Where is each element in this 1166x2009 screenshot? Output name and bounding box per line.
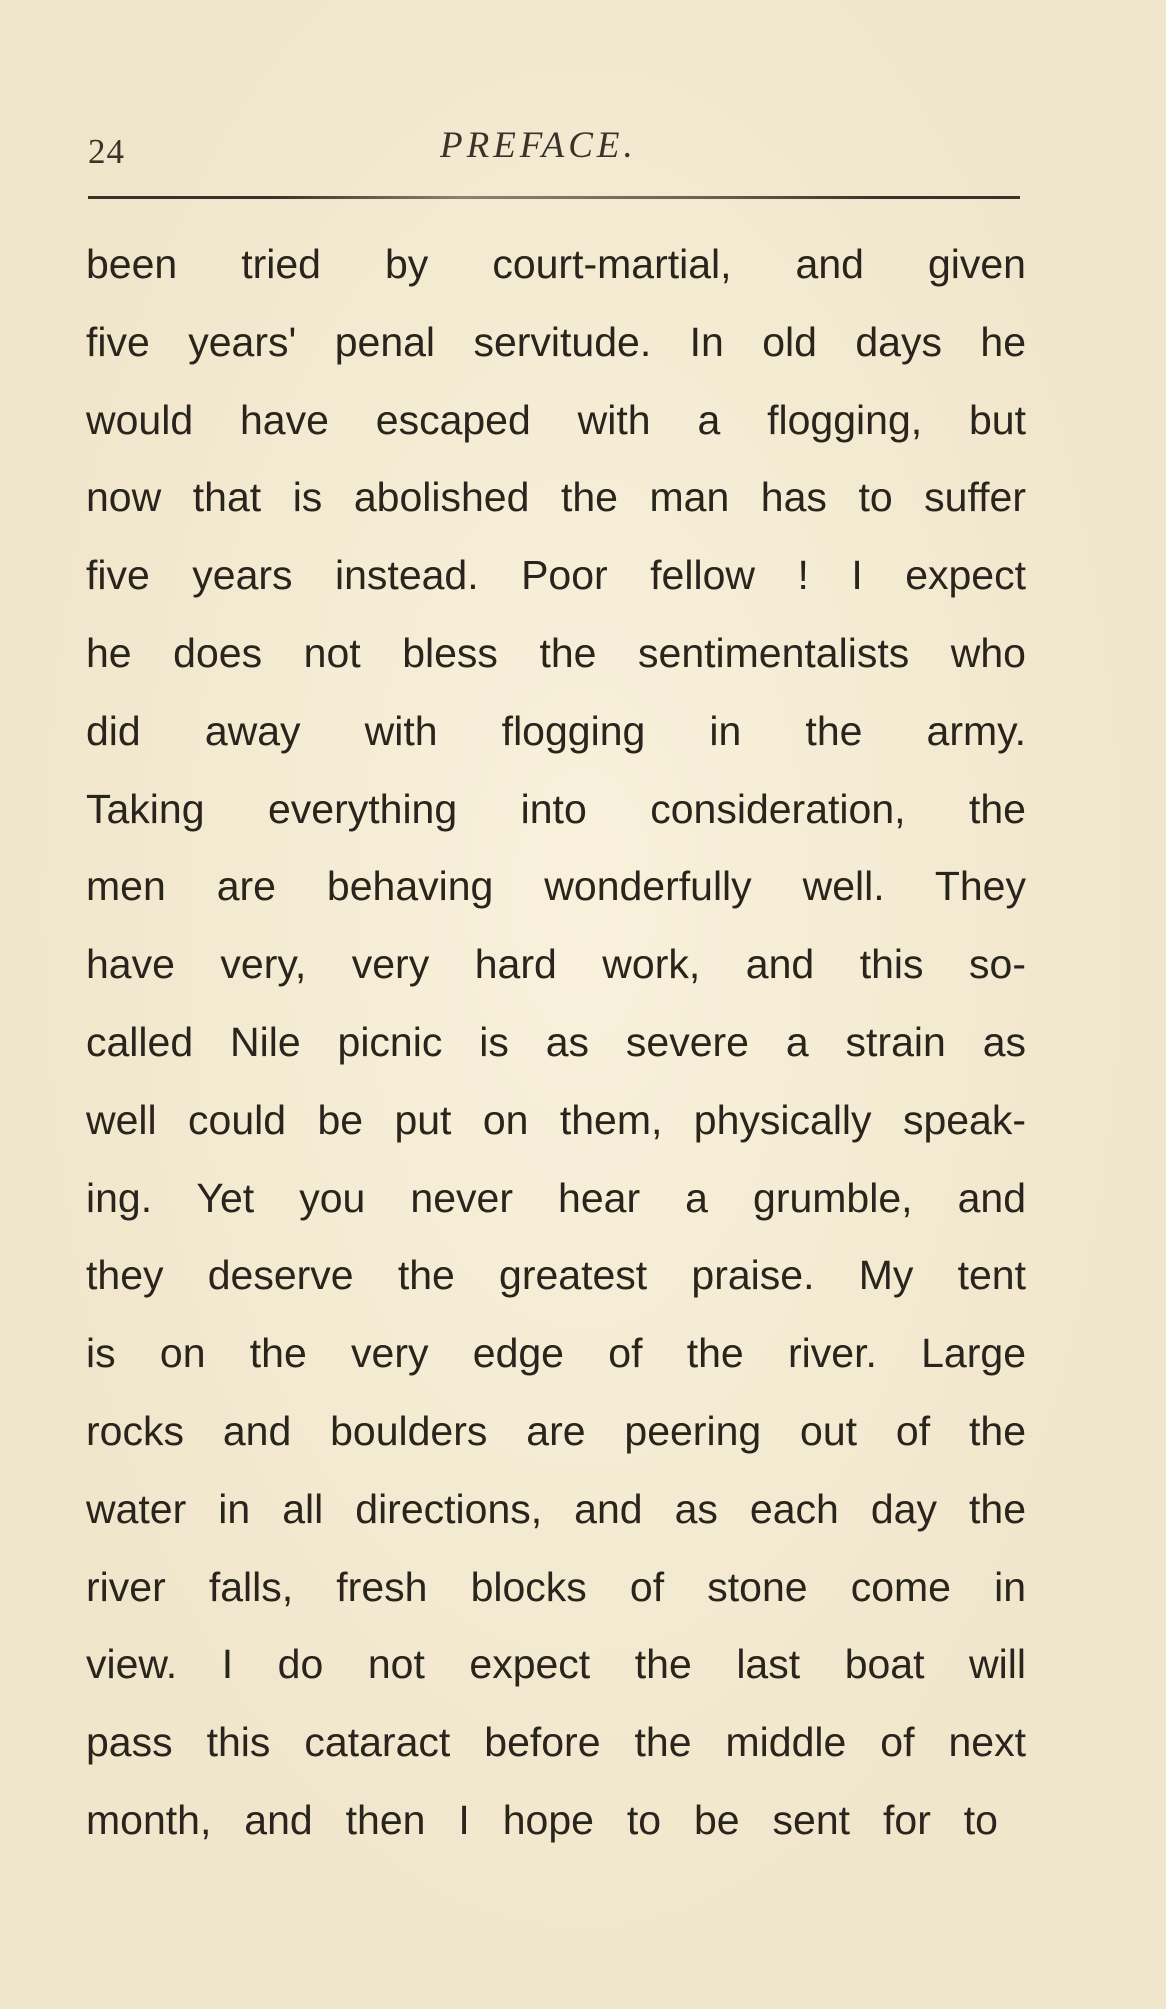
text-line: rocks and boulders are peering out of the (86, 1407, 1026, 1454)
text-line: have very, very hard work, and this so- (86, 941, 1026, 988)
text-line: called Nile picnic is as severe a strain as (86, 1018, 1026, 1065)
text-line: ing. Yet you never hear a grumble, and (86, 1174, 1026, 1221)
text-line: river falls, fresh blocks of stone come in (86, 1563, 1026, 1610)
body-text (86, 226, 1026, 1860)
text-line: pass this cataract before the middle of next (86, 1719, 1026, 1766)
text-line: is on the very edge of the river. Large (86, 1330, 1026, 1377)
text-line: well could be put on them, physically speak- (86, 1096, 1026, 1143)
page-number: 24 (88, 132, 125, 171)
text-line: now that is abolished the man has to suffer (86, 474, 1026, 521)
text-line: he does not bless the sentimentalists who (86, 629, 1026, 676)
text-line: five years instead. Poor fellow ! I expect (86, 552, 1026, 599)
text-line: they deserve the greatest praise. My tent (86, 1252, 1026, 1299)
text-line: view. I do not expect the last boat will (86, 1641, 1026, 1688)
text-line: water in all directions, and as each day the (86, 1485, 1026, 1532)
running-title: PREFACE. (440, 125, 637, 166)
text-line: month, and then I hope to be sent for to (86, 1796, 998, 1843)
running-head (0, 124, 1166, 174)
text-line: Taking everything into consideration, the (86, 785, 1026, 832)
text-line: did away with flogging in the army. (86, 707, 1026, 754)
header-rule (88, 196, 1020, 199)
text-line: five years' penal servitude. In old days he (86, 318, 1026, 365)
text-line: would have escaped with a flogging, but (86, 396, 1026, 443)
text-line: been tried by court-martial, and given (86, 241, 1026, 287)
text-line: men are behaving wonderfully well. They (86, 863, 1026, 910)
